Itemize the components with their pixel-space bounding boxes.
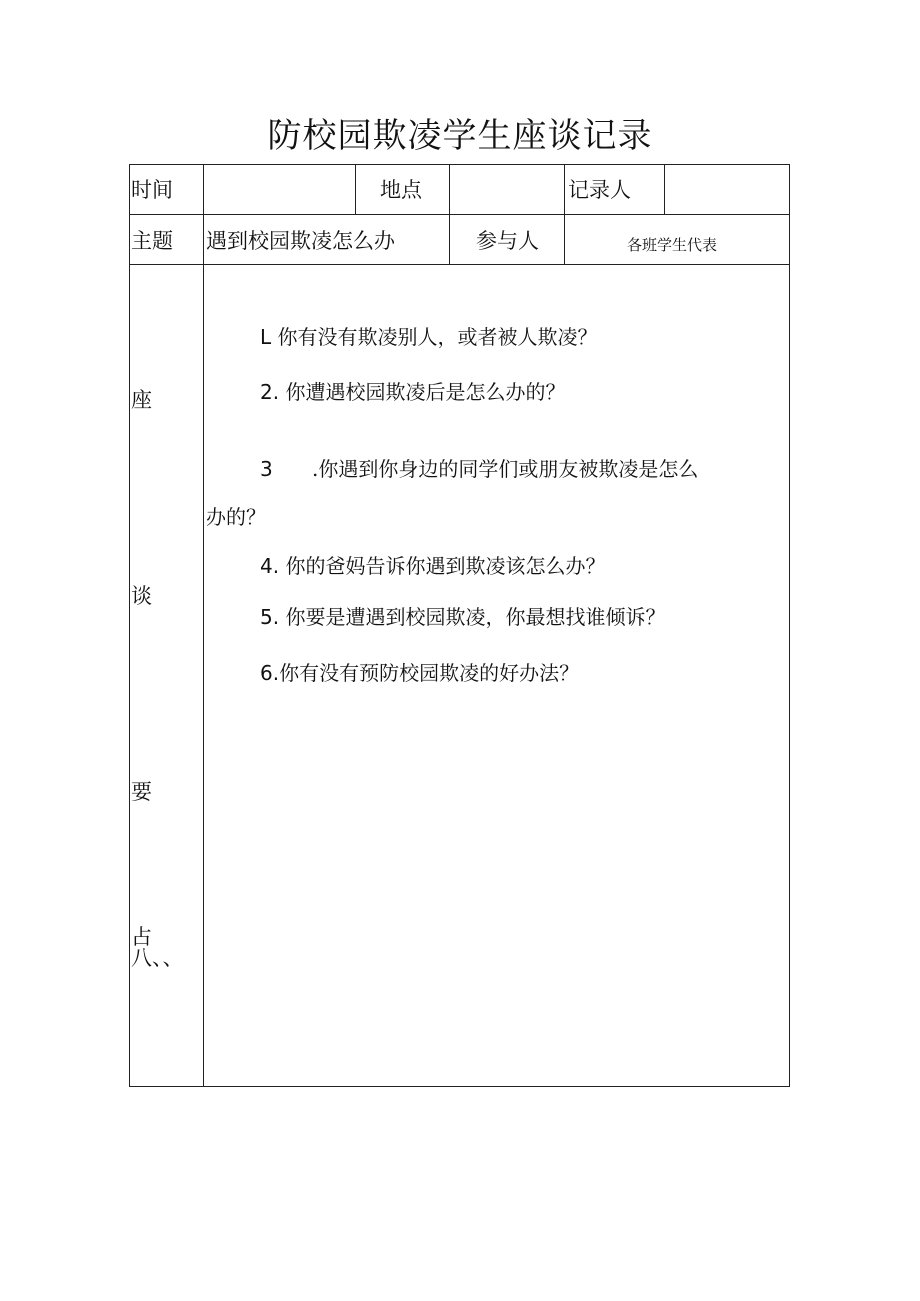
topic-label: 主题	[131, 229, 173, 253]
question-item	[260, 455, 698, 483]
question-text: 你要是遭遇到校园欺凌，你最想找谁倾诉？	[285, 605, 666, 629]
table-border-top	[129, 164, 790, 165]
question-item	[260, 323, 598, 351]
points-label-char-2: 谈	[131, 584, 152, 608]
col-divider	[449, 164, 450, 265]
question-text: 你遭遇校园欺凌后是怎么办的？	[285, 380, 566, 404]
location-label: 地点	[380, 178, 422, 202]
question-number: 6.	[260, 661, 280, 685]
points-label-char-5: 八、、	[131, 946, 184, 970]
question-number: 5.	[260, 605, 280, 629]
question-text: 你的爸妈告诉你遇到欺凌该怎么办？	[285, 554, 606, 578]
question-number: 3	[260, 457, 273, 481]
time-label: 时间	[131, 178, 173, 202]
question-number: 4.	[260, 554, 280, 578]
topic-value: 遇到校园欺凌怎么办	[206, 229, 395, 253]
table-border-bottom	[129, 1086, 790, 1087]
question-item	[260, 378, 565, 406]
question-continuation: 办的？	[206, 505, 266, 529]
question-text: .你遇到你身边的同学们或朋友被欺凌是怎么	[312, 457, 699, 481]
recorder-label: 记录人	[568, 178, 631, 202]
question-text: 你有没有预防校园欺凌的好办法？	[279, 661, 580, 685]
question-item	[260, 659, 579, 687]
participants-label: 参与人	[476, 229, 539, 253]
col-divider	[564, 164, 565, 265]
row-divider	[129, 264, 790, 265]
page-title: 防校园欺凌学生座谈记录	[267, 116, 653, 156]
question-item	[260, 603, 665, 631]
question-text: 你有没有欺凌别人，或者被人欺凌？	[277, 325, 598, 349]
table-border-right	[789, 164, 790, 1087]
col-divider	[664, 164, 665, 215]
question-item	[260, 552, 605, 580]
points-label-char-1: 座	[131, 388, 152, 412]
points-label-char-4: 占	[131, 925, 152, 949]
participants-value: 各班学生代表	[627, 236, 718, 254]
points-label-char-3: 要	[131, 780, 152, 804]
question-number: 2.	[260, 380, 280, 404]
question-number: L	[260, 325, 272, 349]
table-border-left	[129, 164, 130, 1087]
col-divider	[203, 164, 204, 1087]
col-divider	[355, 164, 356, 215]
row-divider	[129, 214, 790, 215]
